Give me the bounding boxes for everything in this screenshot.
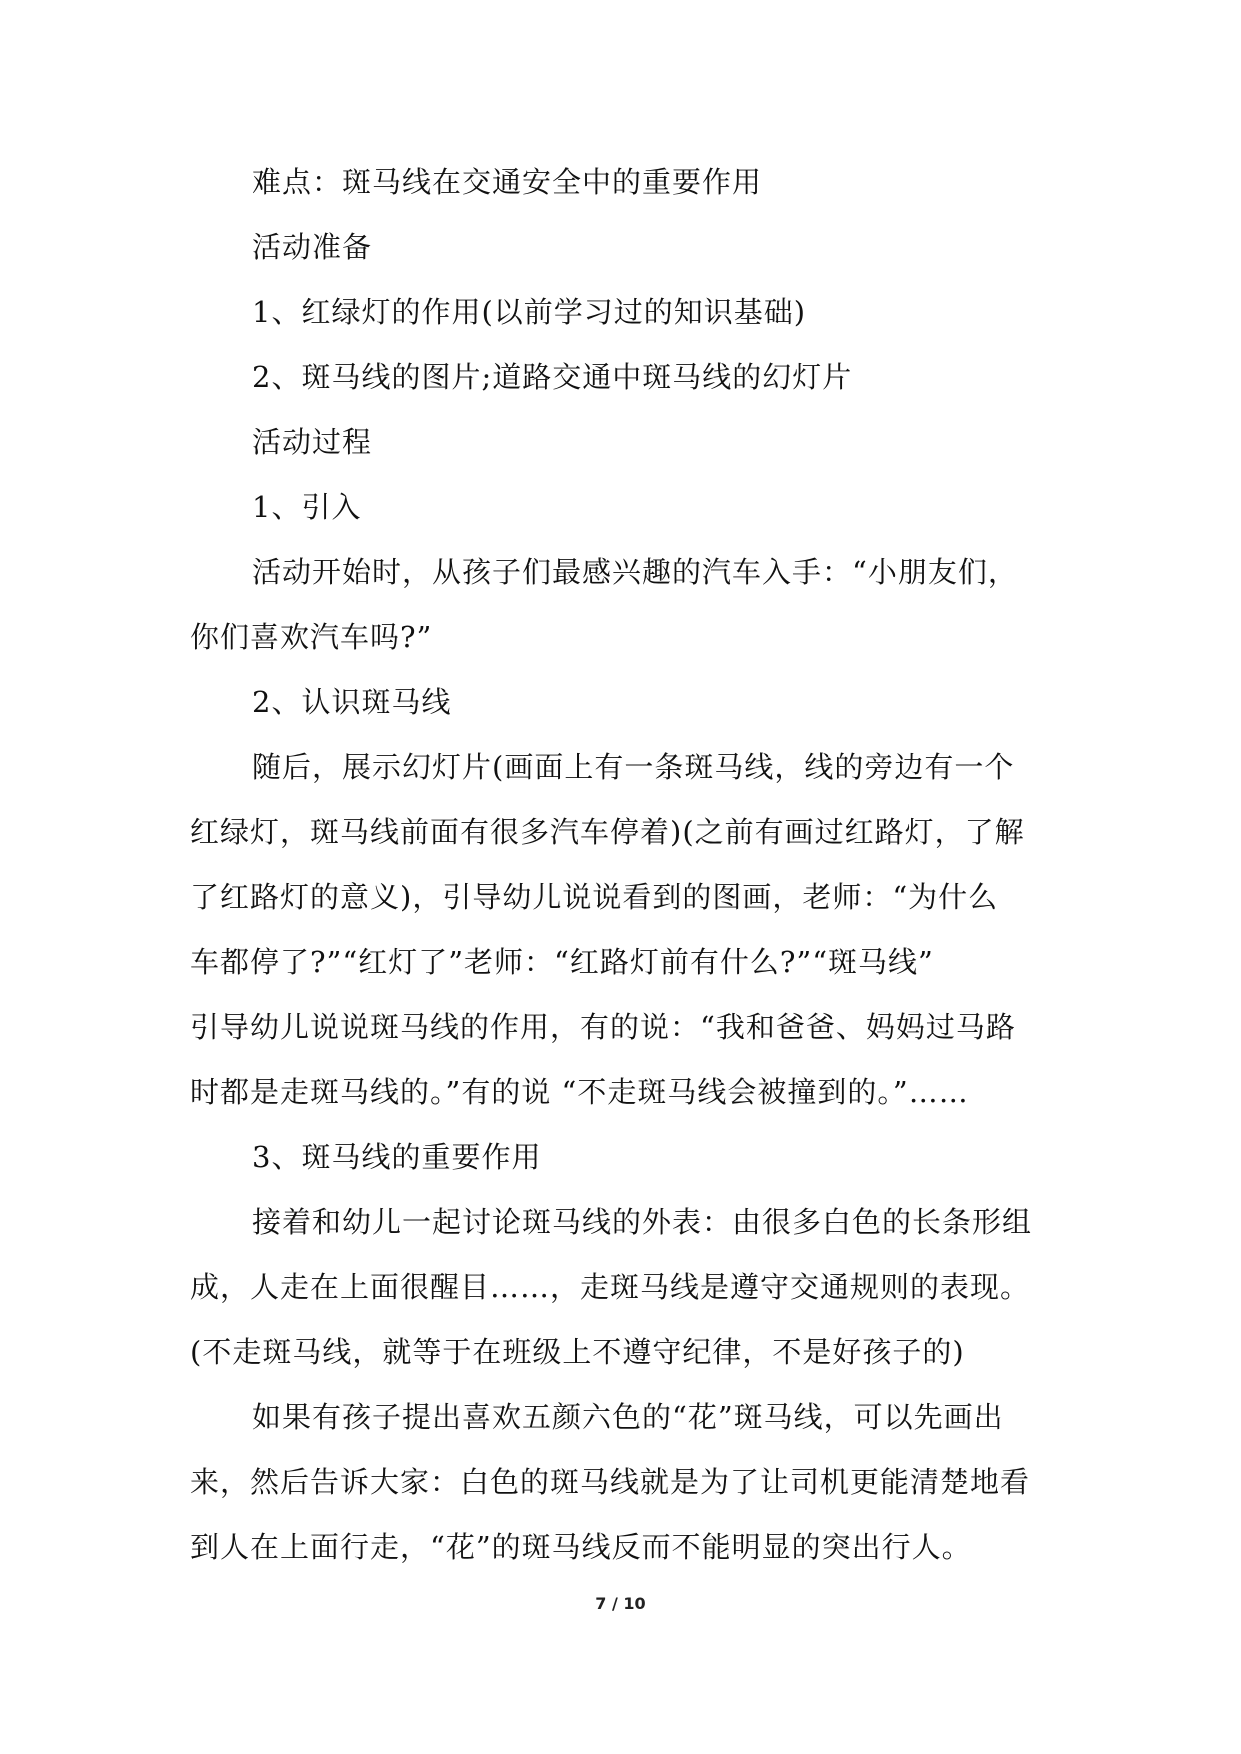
step-heading-importance [190,1125,1070,1190]
step-heading-introduction [190,475,1070,540]
text-line: 活动过程 [252,425,373,459]
paragraph-colorful-crossing [190,1385,1070,1580]
text-line: 2、认识斑马线 [252,685,452,719]
text-line: 你们喜欢汽车吗?” [190,620,433,654]
text-line: 接着和幼儿一起讨论斑马线的外表：由很多白色的长条形组 [252,1205,1033,1239]
text-line: 3、斑马线的重要作用 [252,1140,542,1174]
text-line: (不走斑马线，就等于在班级上不遵守纪律，不是好孩子的) [190,1335,965,1369]
text-line: 了红路灯的意义)，引导幼儿说说看到的图画，老师：“为什么 [190,880,999,914]
step-heading-recognize-zebra-crossing [190,670,1070,735]
page-number: 7 / 10 [595,1594,646,1613]
paragraph-appearance-discussion [190,1190,1070,1385]
paragraph-difficulty [190,150,1070,215]
text-line: 到人在上面行走，“花”的斑马线反而不能明显的突出行人。 [190,1530,972,1564]
text-line: 红绿灯，斑马线前面有很多汽车停着)(之前有画过红路灯，了解 [190,815,1025,849]
text-line: 随后，展示幻灯片(画面上有一条斑马线，线的旁边有一个 [252,750,1015,784]
text-line: 1、红绿灯的作用(以前学习过的知识基础) [252,295,807,329]
document-body [190,150,1070,1580]
text-line: 引导幼儿说说斑马线的作用，有的说：“我和爸爸、妈妈过马路 [190,1010,1016,1044]
heading-activity-process [190,410,1070,475]
text-line: 如果有孩子提出喜欢五颜六色的“花”斑马线，可以先画出 [252,1400,1004,1434]
text-line: 来，然后告诉大家：白色的斑马线就是为了让司机更能清楚地看 [190,1465,1031,1499]
text-line: 活动开始时，从孩子们最感兴趣的汽车入手：“小朋友们， [252,555,1018,589]
text-line: 成，人走在上面很醒目……，走斑马线是遵守交通规则的表现。 [190,1270,1031,1304]
text-line: 难点：斑马线在交通安全中的重要作用 [252,165,763,199]
text-line: 活动准备 [252,230,373,264]
paragraph-slide-discussion [190,735,1070,1125]
list-item-preparation-2 [190,345,1070,410]
text-line: 1、引入 [252,490,362,524]
list-item-preparation-1 [190,280,1070,345]
paragraph-introduction [190,540,1070,670]
text-line: 2、斑马线的图片;道路交通中斑马线的幻灯片 [252,360,853,394]
text-line: 车都停了?”“红灯了”老师：“红路灯前有什么?”“斑马线” [190,945,934,979]
heading-activity-preparation [190,215,1070,280]
text-line: 时都是走斑马线的。”有的说 “不走斑马线会被撞到的。”…… [190,1075,969,1109]
